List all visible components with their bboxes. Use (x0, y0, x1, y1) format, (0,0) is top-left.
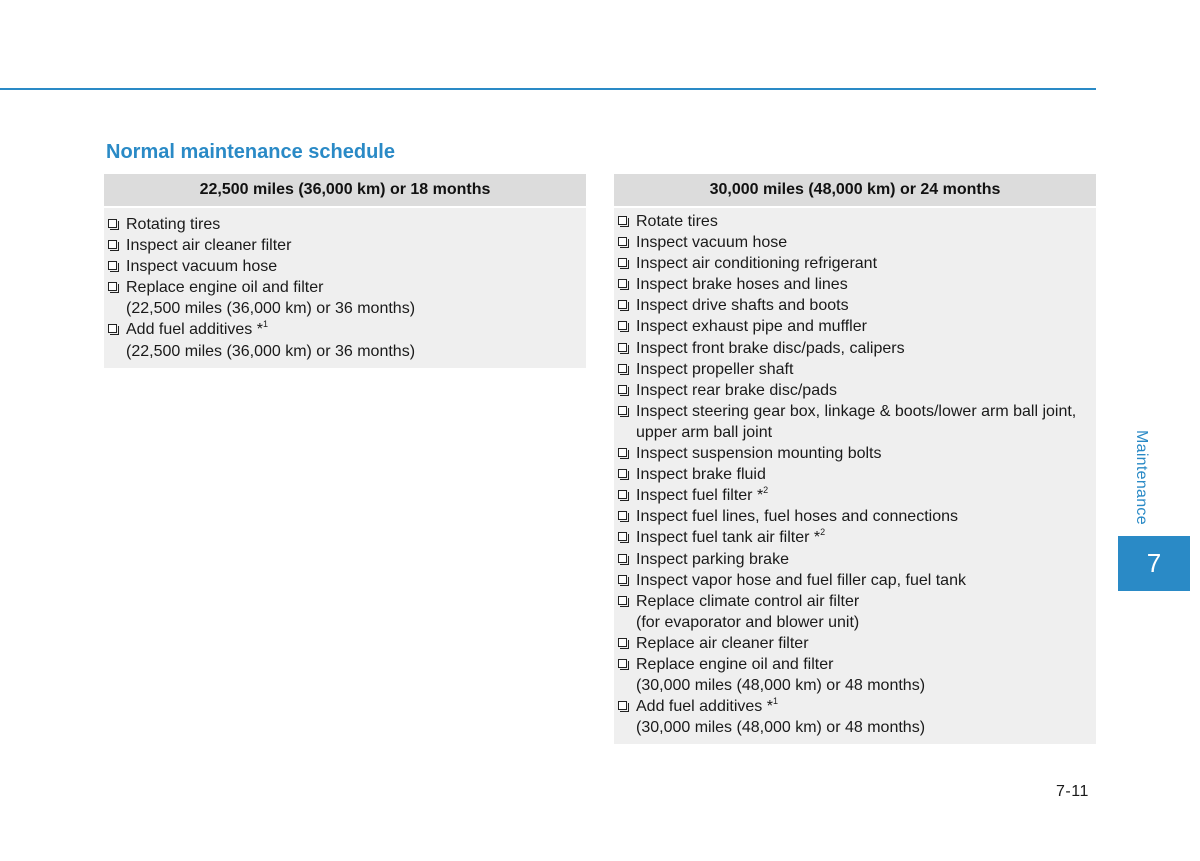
checklist-item (108, 235, 578, 256)
item-text: Inspect front brake disc/pads, calipers (636, 339, 905, 357)
checkbox-icon (618, 554, 627, 563)
checkbox-icon (108, 219, 117, 228)
checklist-item (618, 295, 1088, 316)
footnote-marker: 2 (820, 527, 826, 538)
checklist-item (618, 696, 1088, 738)
item-text: Inspect brake hoses and lines (636, 276, 848, 294)
checkbox-icon (618, 659, 627, 668)
checkbox-icon (108, 282, 117, 291)
chapter-tab: 7 (1118, 536, 1190, 591)
item-subtext: (22,500 miles (36,000 km) or 36 months) (126, 342, 416, 360)
checkbox-icon (618, 638, 627, 647)
checklist-item (618, 338, 1088, 359)
schedule-header: 22,500 miles (36,000 km) or 18 months (104, 174, 586, 208)
item-text: Rotate tires (636, 213, 718, 230)
item-text: Add fuel additives * (636, 698, 773, 716)
checkbox-icon (108, 324, 117, 333)
item-text: Add fuel additives * (126, 321, 263, 339)
checklist-item (618, 316, 1088, 337)
item-text: Inspect brake fluid (636, 466, 766, 484)
item-text: Inspect steering gear box, linkage & boots/lower arm ball joint, upper arm ball joint (636, 402, 1077, 441)
item-text: Inspect exhaust pipe and muffler (636, 318, 867, 336)
section-title: Normal maintenance schedule (106, 141, 395, 163)
checkbox-icon (618, 279, 627, 288)
item-text: Inspect vacuum hose (126, 258, 278, 276)
checkbox-icon (618, 258, 627, 267)
page-number: 7-11 (1056, 783, 1089, 800)
checklist-item (618, 464, 1088, 485)
checklist-item (618, 633, 1088, 654)
checklist-item (618, 232, 1088, 253)
footnote-marker: 1 (262, 319, 268, 330)
top-rule (0, 88, 1096, 90)
checklist-item (618, 401, 1088, 443)
checklist-item (618, 527, 1088, 548)
checkbox-icon (618, 575, 627, 584)
checklist-item (108, 277, 578, 319)
checkbox-icon (618, 216, 627, 225)
checklist-item (618, 506, 1088, 527)
item-text: Replace engine oil and filter (636, 655, 834, 673)
item-text: Replace climate control air filter (636, 592, 860, 610)
checklist-item (108, 256, 578, 277)
item-text: Inspect rear brake disc/pads (636, 381, 837, 399)
checklist-item (108, 319, 578, 361)
checklist (614, 208, 1096, 738)
checkbox-icon (618, 300, 627, 309)
checklist (104, 208, 586, 362)
item-text: Inspect fuel tank air filter * (636, 529, 821, 547)
checklist-item (618, 443, 1088, 464)
item-text: Inspect vacuum hose (636, 234, 788, 252)
checkbox-icon (618, 532, 627, 541)
footnote-marker: 2 (763, 484, 769, 495)
footnote-marker: 1 (772, 695, 778, 706)
item-text: Inspect fuel filter * (636, 487, 764, 505)
item-text: Inspect propeller shaft (636, 360, 794, 378)
item-subtext: (30,000 miles (48,000 km) or 48 months) (636, 719, 926, 737)
checkbox-icon (618, 511, 627, 520)
checkbox-icon (618, 237, 627, 246)
item-subtext: (30,000 miles (48,000 km) or 48 months) (636, 677, 926, 695)
checkbox-icon (618, 321, 627, 330)
checkbox-icon (618, 490, 627, 499)
item-text: Inspect drive shafts and boots (636, 297, 849, 315)
item-text: Replace air cleaner filter (636, 634, 809, 652)
checklist-item (618, 211, 1088, 232)
item-text: Inspect parking brake (636, 550, 789, 568)
item-text: Inspect vapor hose and fuel filler cap, fuel tank (636, 571, 966, 589)
schedule-box-22500 (104, 174, 586, 368)
checkbox-icon (618, 448, 627, 457)
checkbox-icon (618, 469, 627, 478)
checklist-item (108, 214, 578, 235)
checkbox-icon (618, 406, 627, 415)
item-subtext: (22,500 miles (36,000 km) or 36 months) (126, 300, 416, 318)
item-text: Replace engine oil and filter (126, 279, 324, 297)
checkbox-icon (618, 343, 627, 352)
checklist-item (618, 380, 1088, 401)
schedule-box-30000 (614, 174, 1096, 744)
checklist-item (618, 591, 1088, 633)
checklist-item (618, 274, 1088, 295)
checklist-item (618, 485, 1088, 506)
checkbox-icon (618, 596, 627, 605)
checkbox-icon (618, 701, 627, 710)
checkbox-icon (108, 240, 117, 249)
checklist-item (618, 359, 1088, 380)
chapter-side-label: Maintenance (1133, 430, 1150, 525)
item-text: Rotating tires (126, 216, 221, 233)
checkbox-icon (108, 261, 117, 270)
item-text: Inspect fuel lines, fuel hoses and connections (636, 508, 958, 526)
checklist-item (618, 654, 1088, 696)
schedule-header: 30,000 miles (48,000 km) or 24 months (614, 174, 1096, 208)
item-text: Inspect suspension mounting bolts (636, 445, 882, 463)
item-text: Inspect air cleaner filter (126, 237, 292, 255)
item-subtext: (for evaporator and blower unit) (636, 613, 860, 631)
checkbox-icon (618, 385, 627, 394)
checklist-item (618, 570, 1088, 591)
checkbox-icon (618, 364, 627, 373)
checklist-item (618, 253, 1088, 274)
checklist-item (618, 549, 1088, 570)
item-text: Inspect air conditioning refrigerant (636, 255, 878, 273)
